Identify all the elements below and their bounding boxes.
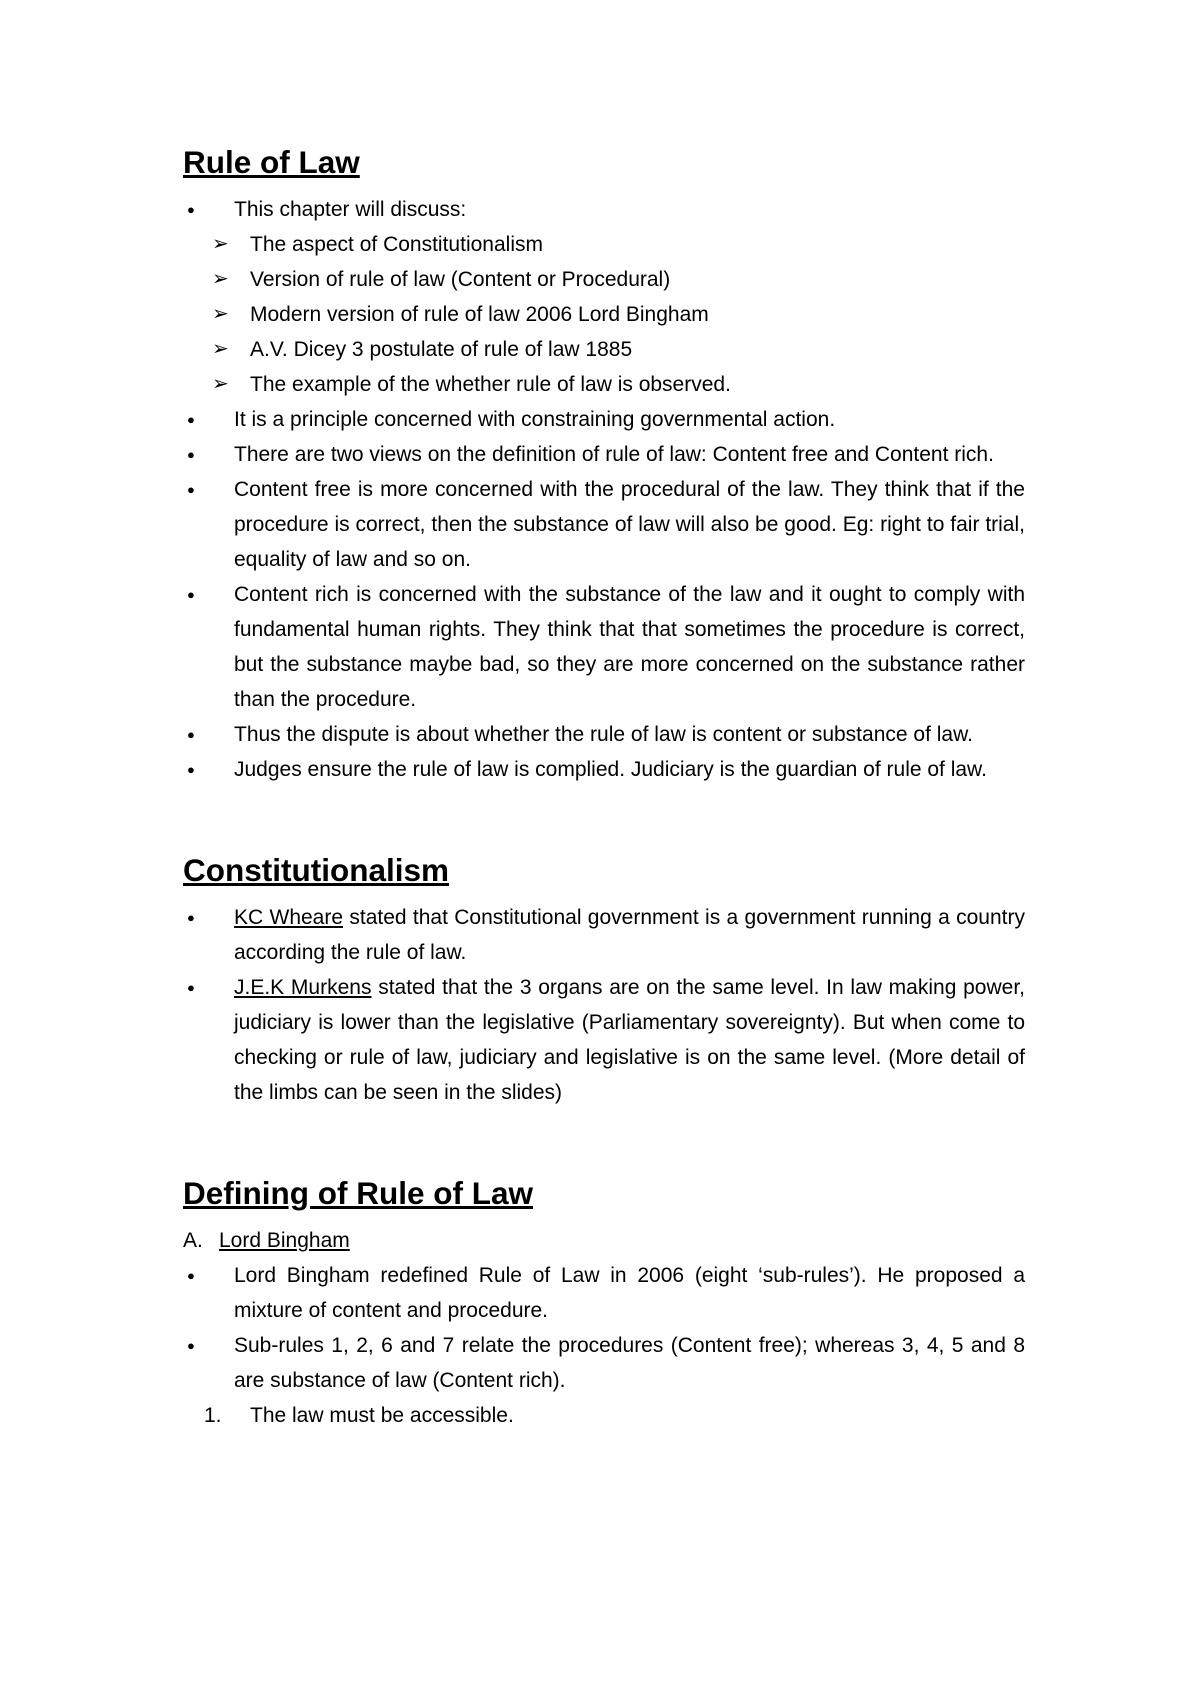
item-number: 1. [204, 1404, 222, 1427]
constitutionalism-list [183, 900, 1025, 1110]
list-item: ● It is a principle concerned with constraining governmental action. [183, 402, 1025, 437]
topic-item: ➢ The aspect of Constitutionalism [183, 227, 1025, 262]
heading-constitutionalism: Constitutionalism [183, 852, 449, 888]
section-spacer [183, 1110, 1025, 1176]
numbered-item-text: The law must be accessible. [250, 1404, 514, 1427]
list-item-text: stated that the 3 organs are on the same level. In law making power, judiciary is lower than the legislative (Parliamentary sovereignty). But when come to checking or rule of law, judiciary and legislative is on the same level. (More detail of the limbs can be seen in the slides) [234, 976, 1025, 1104]
list-item: ● Content free is more concerned with the procedural of the law. They think that if the procedure is correct, then the substance of law will also be good. Eg: right to fair trial, equality of law and so on. [183, 472, 1025, 577]
topic-item: ➢ A.V. Dicey 3 postulate of rule of law 1885 [183, 332, 1025, 367]
numbered-item [183, 1398, 1025, 1433]
author-name: KC Wheare [234, 906, 344, 929]
author-name: J.E.K Murkens [234, 976, 372, 999]
topic-item: ➢ The example of the whether rule of law is observed. [183, 367, 1025, 402]
list-item: ● Thus the dispute is about whether the rule of law is content or substance of law. [183, 717, 1025, 752]
list-item: ● There are two views on the definition of rule of law: Content free and Content rich. [183, 437, 1025, 472]
heading-rule-of-law: Rule of Law [183, 144, 360, 180]
heading-defining-rule-of-law: Defining of Rule of Law [183, 1175, 533, 1211]
document-page [183, 145, 1025, 1433]
topic-item: ➢ Version of rule of law (Content or Procedural) [183, 262, 1025, 297]
list-item [183, 900, 1025, 970]
list-item: ● This chapter will discuss: [183, 192, 1025, 227]
subheading-letter: A. [183, 1229, 203, 1252]
section-spacer [183, 787, 1025, 853]
list-item: ● Sub-rules 1, 2, 6 and 7 relate the procedures (Content free); whereas 3, 4, 5 and 8 are substance of law (Content rich). [183, 1328, 1025, 1398]
list-item [183, 970, 1025, 1110]
subheading-title: Lord Bingham [219, 1229, 350, 1252]
rule-of-law-list [183, 192, 1025, 787]
list-item-text: stated that Constitutional government is a government running a country according the rule of law. [234, 906, 1025, 964]
list-item: ● Lord Bingham redefined Rule of Law in 2006 (eight ‘sub-rules’). He proposed a mixture of content and procedure. [183, 1258, 1025, 1328]
subheading-lord-bingham [183, 1223, 1025, 1258]
defining-list [183, 1258, 1025, 1433]
list-item: ● Judges ensure the rule of law is complied. Judiciary is the guardian of rule of law. [183, 752, 1025, 787]
topic-item: ➢ Modern version of rule of law 2006 Lord Bingham [183, 297, 1025, 332]
list-item: ● Content rich is concerned with the substance of the law and it ought to comply with fundamental human rights. They think that that sometimes the procedure is correct, but the substance maybe bad, so they are more concerned on the substance rather than the procedure. [183, 577, 1025, 717]
